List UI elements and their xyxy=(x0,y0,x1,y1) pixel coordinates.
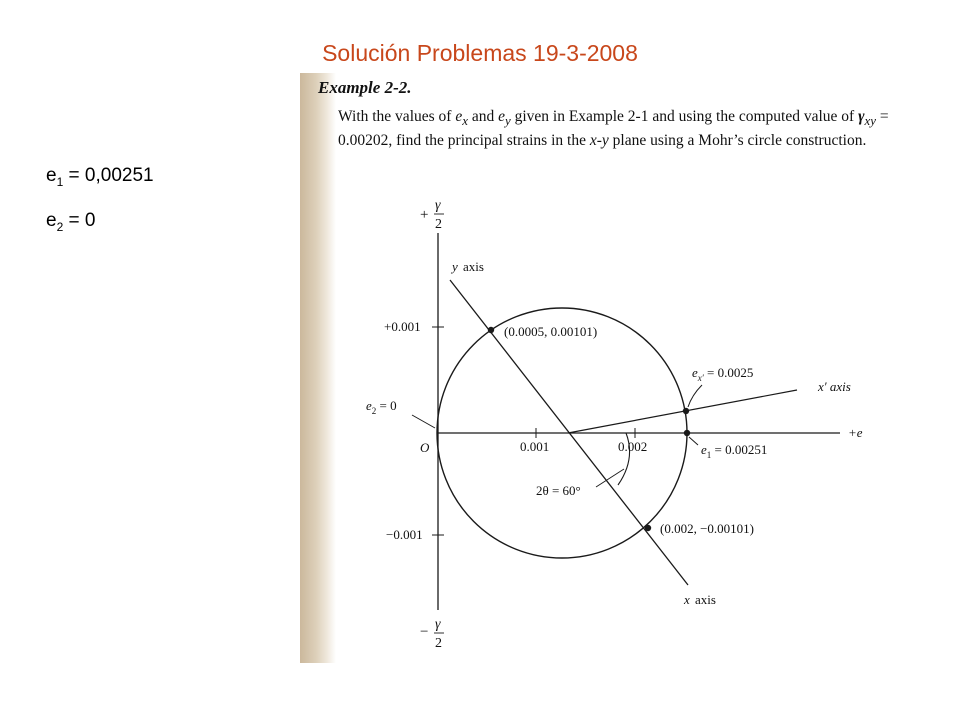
var-ex-sub: x xyxy=(462,113,468,129)
point-e1 xyxy=(684,430,690,436)
gamma-top-num: γ xyxy=(435,198,441,213)
var-ex: e xyxy=(455,108,463,125)
var-ey: e xyxy=(498,108,505,125)
statement-part-1: With the values of xyxy=(338,108,456,125)
leader-e2 xyxy=(412,415,435,428)
gamma-bottom-sign: − xyxy=(420,624,429,640)
tick-label-neg: −0.001 xyxy=(386,527,423,542)
point-bottom-label: (0.002, −0.00101) xyxy=(660,521,754,536)
result-e1-symbol: e xyxy=(46,165,57,186)
result-e1-sub: 1 xyxy=(56,174,64,189)
e-axis-label: +e xyxy=(848,425,863,440)
x-axis-label: axis xyxy=(695,592,716,607)
y-axis-label: axis xyxy=(463,259,484,274)
result-e2-symbol: e xyxy=(46,210,57,231)
gamma-top-den: 2 xyxy=(435,217,442,232)
gamma-bottom-den: 2 xyxy=(435,636,442,651)
point-top-label: (0.0005, 0.00101) xyxy=(504,324,598,339)
tick-label-pos: +0.001 xyxy=(384,319,421,334)
xprime-axis-line xyxy=(568,390,797,433)
point-bottom xyxy=(645,525,651,531)
leader-e1 xyxy=(689,437,698,445)
tick-label-e2: 0.002 xyxy=(618,439,648,454)
example-heading: Example 2-2. xyxy=(318,78,412,97)
var-gamma: γ xyxy=(858,108,865,125)
scanned-textbook-page xyxy=(300,73,920,663)
exprime-annotation: $e_{x'} = 0.0025$ xyxy=(692,365,754,383)
e2-annotation: $e_2 = 0$ xyxy=(366,398,397,416)
statement-part-2: given in Example 2-1 and using the computed value of xyxy=(510,108,859,125)
mohr-circle-diagram xyxy=(300,73,920,663)
origin-label: O xyxy=(420,440,430,455)
tick-label-e1: 0.001 xyxy=(520,439,550,454)
leader-exprime xyxy=(688,385,702,407)
angle-annotation: 2θ = 60° xyxy=(536,483,581,498)
x-axis-var: x xyxy=(684,592,690,607)
var-gamma-sub: xy xyxy=(864,113,877,129)
result-e2-sub: 2 xyxy=(56,219,64,234)
point-top xyxy=(488,327,494,333)
var-ey-sub: y xyxy=(504,113,511,129)
gamma-bottom-num: γ xyxy=(435,617,441,632)
xprime-axis-label: x′ axis xyxy=(818,379,851,394)
var-xy: x-y xyxy=(589,132,609,150)
point-exprime xyxy=(683,408,689,414)
statement-part-4: plane using a Mohr’s circle construction. xyxy=(608,132,867,150)
result-e1 xyxy=(46,165,154,189)
e1-annotation: $e_1 = 0.00251$ xyxy=(701,442,768,460)
result-e2 xyxy=(46,210,96,234)
slide-title: Solución Problemas 19-3-2008 xyxy=(322,40,638,66)
gamma-top-sign: + xyxy=(420,207,429,223)
y-axis-var: y xyxy=(452,259,458,274)
statement-part-3: = 0.00202, find the principal strains in the xyxy=(338,108,889,150)
result-e2-value: = 0 xyxy=(68,210,96,231)
statement-and: and xyxy=(467,108,499,125)
result-e1-value: = 0,00251 xyxy=(68,165,154,186)
